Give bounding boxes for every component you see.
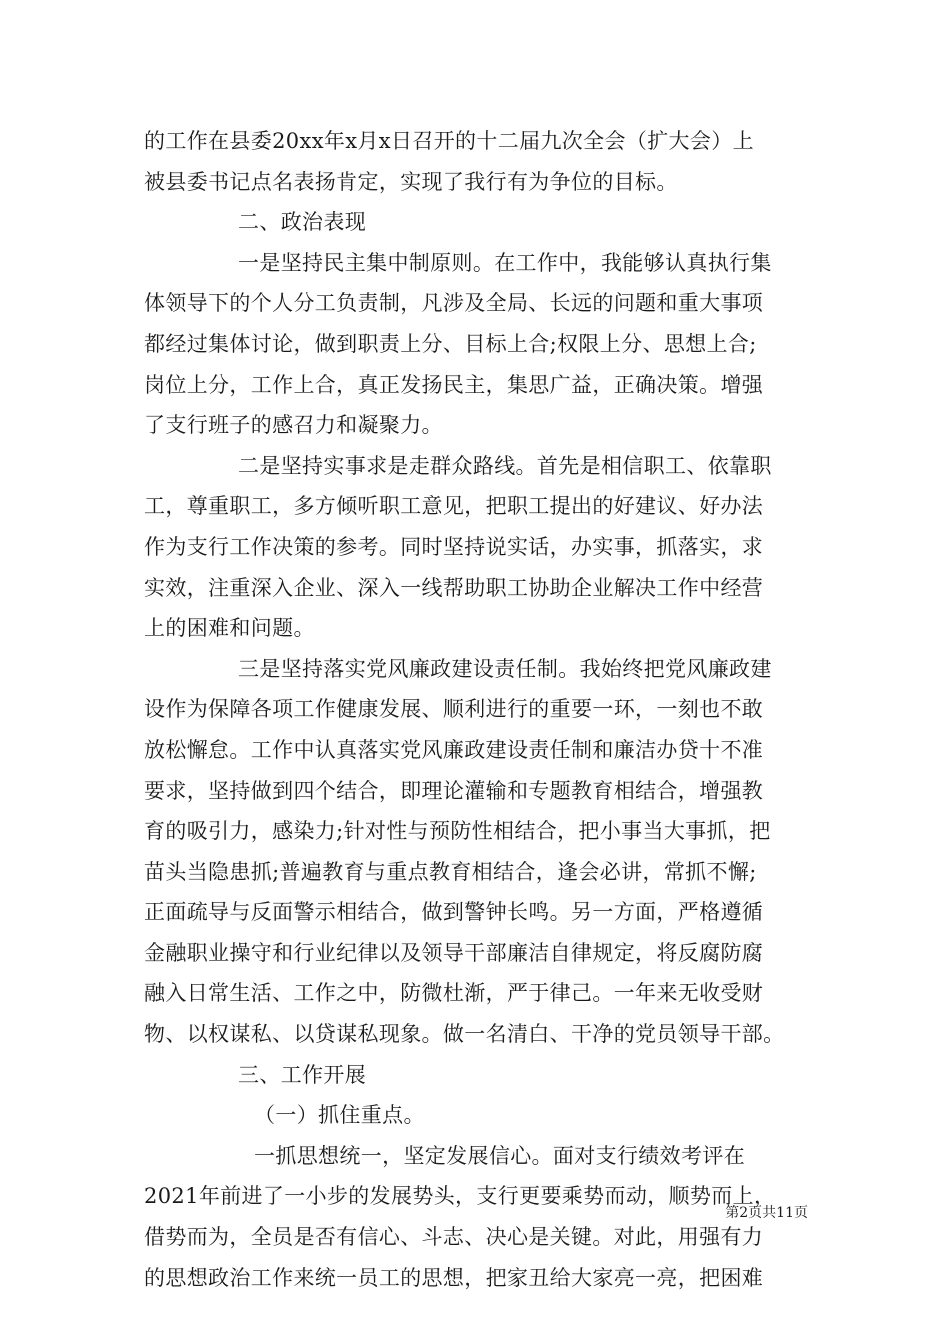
text-line: 育的吸引力，感染力;针对性与预防性相结合，把小事当大事抓，把 — [144, 819, 771, 844]
page-number-footer: 第2页共11页 — [725, 1205, 808, 1221]
text-line: 工，尊重职工，多方倾听职工意见，把职工提出的好建议、好办法 — [144, 494, 764, 519]
text-line: 实效，注重深入企业、深入一线帮助职工协助企业解决工作中经营 — [144, 575, 764, 600]
text-line: 一是坚持民主集中制原则。在工作中，我能够认真执行集 — [238, 250, 772, 275]
text-line: 的工作在县委20xx年x月x日召开的十二届九次全会（扩大会）上 — [144, 129, 754, 153]
section-heading: 三、工作开展 — [238, 1062, 367, 1087]
text-line: 物、以权谋私、以贷谋私现象。做一名清白、干净的党员领导干部。 — [144, 1022, 785, 1047]
text-line: 三是坚持落实党风廉政建设责任制。我始终把党风廉政建 — [238, 656, 772, 681]
text-line: 苗头当隐患抓;普遍教育与重点教育相结合，逢会必讲，常抓不懈; — [144, 859, 757, 884]
text-line: 体领导下的个人分工负责制，凡涉及全局、长远的问题和重大事项 — [144, 291, 764, 316]
text-line: 借势而为，全员是否有信心、斗志、决心是关键。对此，用强有力 — [144, 1225, 764, 1250]
text-line: 上的困难和问题。 — [144, 616, 315, 641]
document-body — [144, 121, 808, 1298]
text-line: 二是坚持实事求是走群众路线。首先是相信职工、依靠职 — [238, 453, 772, 478]
text-line: 岗位上分，工作上合，真正发扬民主，集思广益，正确决策。增强 — [144, 372, 764, 397]
text-line: 一抓思想统一，坚定发展信心。面对支行绩效考评在 — [254, 1143, 746, 1168]
text-line: 要求，坚持做到四个结合，即理论灌输和专题教育相结合，增强教 — [144, 778, 764, 803]
text-line: 设作为保障各项工作健康发展、顺利进行的重要一环，一刻也不敢 — [144, 697, 764, 722]
section-heading: 二、政治表现 — [238, 210, 367, 235]
text-line: 融入日常生活、工作之中，防微杜渐，严于律己。一年来无收受财 — [144, 981, 764, 1006]
text-line: 被县委书记点名表扬肯定，实现了我行有为争位的目标。 — [144, 169, 678, 194]
text-line: 了支行班子的感召力和凝聚力。 — [144, 413, 443, 438]
text-line: 金融职业操守和行业纪律以及领导干部廉洁自律规定，将反腐防腐 — [144, 940, 764, 965]
text-line: 都经过集体讨论，做到职责上分、目标上合;权限上分、思想上合; — [144, 331, 757, 356]
text-line: 的思想政治工作来统一员工的思想，把家丑给大家亮一亮，把困难 — [144, 1265, 764, 1290]
text-line: 放松懈怠。工作中认真落实党风廉政建设责任制和廉洁办贷十不准 — [144, 737, 764, 762]
text-line: 作为支行工作决策的参考。同时坚持说实话，办实事，抓落实，求 — [144, 534, 764, 559]
text-line: 正面疏导与反面警示相结合，做到警钟长鸣。另一方面，严格遵循 — [144, 900, 764, 925]
subsection-heading: （一）抓住重点。 — [254, 1103, 425, 1128]
text-line: 2021年前进了一小步的发展势头，支行更要乘势而动，顺势而上， — [144, 1184, 776, 1209]
